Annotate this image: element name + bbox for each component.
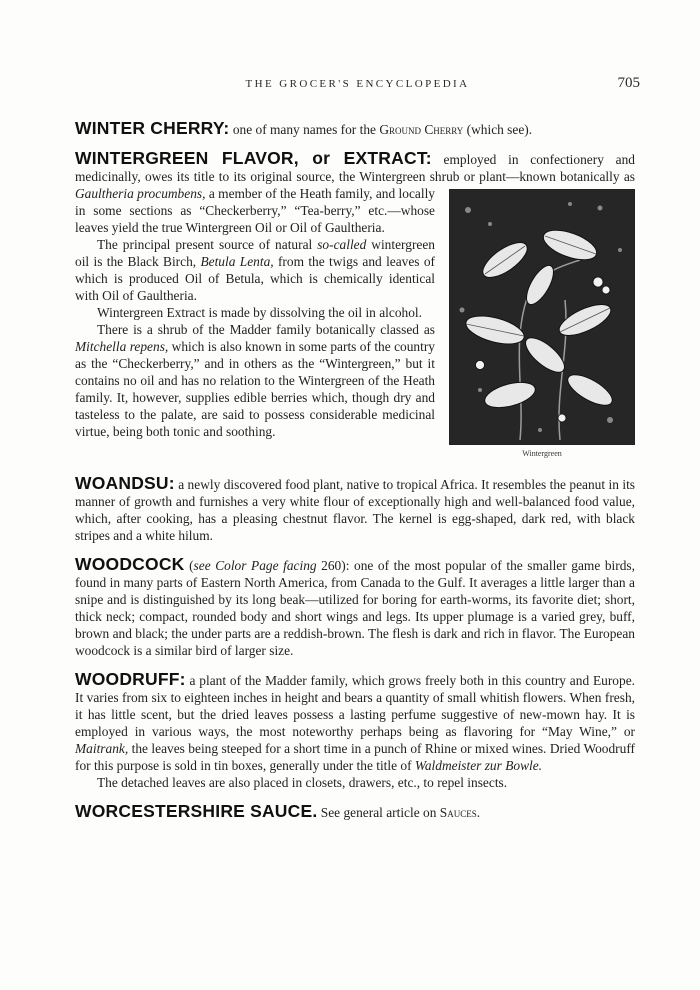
entry-text <box>75 803 635 821</box>
entry-winter-cherry <box>75 120 635 138</box>
entry-text <box>75 475 635 544</box>
wintergreen-figure <box>449 189 635 459</box>
article-column <box>75 120 635 833</box>
entry-woandsu <box>75 475 635 544</box>
italic-term: Maitrank, <box>75 741 129 756</box>
text-run: . <box>476 805 481 820</box>
running-head <box>75 75 640 98</box>
entry-heading: WORCESTERSHIRE SAUCE. <box>75 801 318 821</box>
entry-heading: WOODRUFF: <box>75 669 186 689</box>
text-run: one of many names for the <box>229 122 380 137</box>
entry-woodcock <box>75 556 635 659</box>
entry-text <box>75 120 635 138</box>
color-page-reference: see Color Page facing <box>193 558 317 573</box>
text-run: one of the most popular of the smaller game birds, found in many parts of Eastern North America, from Canada to the Gulf. It averages a little larger than a snipe and is distinguished by its long beak—utilized for boring for earth-worms, its favorite diet; short, thick neck; compact, rounded body and short wings and legs. Its upper plumage is a varied grey, buff, brown and black; the under parts are a reddish-brown. The flesh is dark and rich in flavor. The European woodcock is a similar bird of larger size. <box>75 558 635 658</box>
entry-worcestershire <box>75 803 635 821</box>
entry-heading: WOANDSU: <box>75 473 175 493</box>
entry-text <box>75 671 635 774</box>
text-run: a member of the Heath family, and locally in some sections as “Checkerberry,” “Tea-berry,” etc.—whose leaves yield the true Wintergreen Oil or Oil of Gaultheria. <box>75 186 435 235</box>
text-run: which is also known in some parts of the country as the “Checkerberry,” and in others as the “Wintergreen,” but it contains no oil and has no relation to the Wintergreen of the Heath family. It, however, supplies edible berries which, though dry and tasteless to the palate, are said to possess considerable medicinal virtue, being both tonic and soothing. <box>75 339 435 439</box>
text-run: from the twigs and leaves of which is produced Oil of Betula, which is chemically identical with Oil of Gaultheria. <box>75 254 436 303</box>
reference-page: 260 <box>316 558 342 573</box>
italic-term: Waldmeister zur Bowle. <box>414 758 543 773</box>
text-run: There is a shrub of the Madder family botanically classed as <box>97 322 435 337</box>
text-run: The principal present source of natural <box>97 237 318 252</box>
italic-term: Mitchella repens, <box>75 339 169 354</box>
cross-reference: Sauces <box>439 805 477 820</box>
italic-term: so-called <box>317 237 367 252</box>
figure-caption: Wintergreen <box>522 449 562 458</box>
text-run: employed in confectionery and medicinally, owes its title to its original source, the Wintergreen shrub or plant—known botanically as <box>75 152 635 184</box>
entry-wintergreen <box>75 150 635 463</box>
entry-woodruff <box>75 671 635 791</box>
wintergreen-illustration <box>449 189 635 445</box>
running-title: THE GROCER'S ENCYCLOPEDIA <box>245 78 470 90</box>
entry-heading: WOODCOCK <box>75 554 185 574</box>
page-number: 705 <box>617 75 640 91</box>
text-run: a newly discovered food plant, native to tropical Africa. It resembles the peanut in its manner of growth and furnishes a very white flour of exceptionally high and well-balanced food value, which, after cooking, has a pleasing chestnut flavor. The kernel is egg-shaped, dark red, with black stripes and a white hilum. <box>75 477 635 543</box>
entry-heading: WINTERGREEN FLAVOR, or EXTRACT: <box>75 148 432 168</box>
entry-paragraph: Wintergreen Extract is made by dissolving the oil in alcohol. <box>97 305 422 320</box>
text-run: (which see). <box>463 122 533 137</box>
italic-term: Gaultheria procumbens, <box>75 186 206 201</box>
text-run: the leaves being steeped for a short time in a punch of Rhine or mixed wines. Dried Woodruff for this purpose is sold in tin boxes, generally under the title of <box>75 741 635 773</box>
italic-term: Betula Lenta, <box>200 254 274 269</box>
entry-text: WOODCOCK (see Color Page facing 260): one of the most popular of the smaller game birds, found in many parts of Eastern North America, from Canada to the Gulf. It averages a little larger than a snipe and is distinguished by its long beak—utilized for boring for earth-worms, its favorite diet; short, thick neck; compact, rounded body and short wings and legs. Its upper plumage is a varied grey, buff, brown and black; the under parts are a reddish-brown. The flesh is dark and rich in flavor. The European woodcock is a similar bird of larger size. <box>75 554 635 658</box>
text-run: wintergreen oil is the Black Birch, <box>75 237 435 269</box>
cross-reference: Ground Cherry <box>379 122 464 137</box>
text-run: a plant of the Madder family, which grows freely both in this country and Europe. It varies from six to eighteen inches in height and bears a quantity of small whitish flowers. When fresh, it has little scent, but the dried leaves possess a lasting perfume suggestive of new-mown hay. It is employed in various ways, the most noteworthy perhaps being as flavoring for “May Wine,” or <box>75 673 635 739</box>
text-run: See general article on <box>317 805 440 820</box>
entry-heading: WINTER CHERRY: <box>75 118 230 138</box>
entry-paragraph: The detached leaves are also placed in closets, drawers, etc., to repel insects. <box>97 775 508 790</box>
